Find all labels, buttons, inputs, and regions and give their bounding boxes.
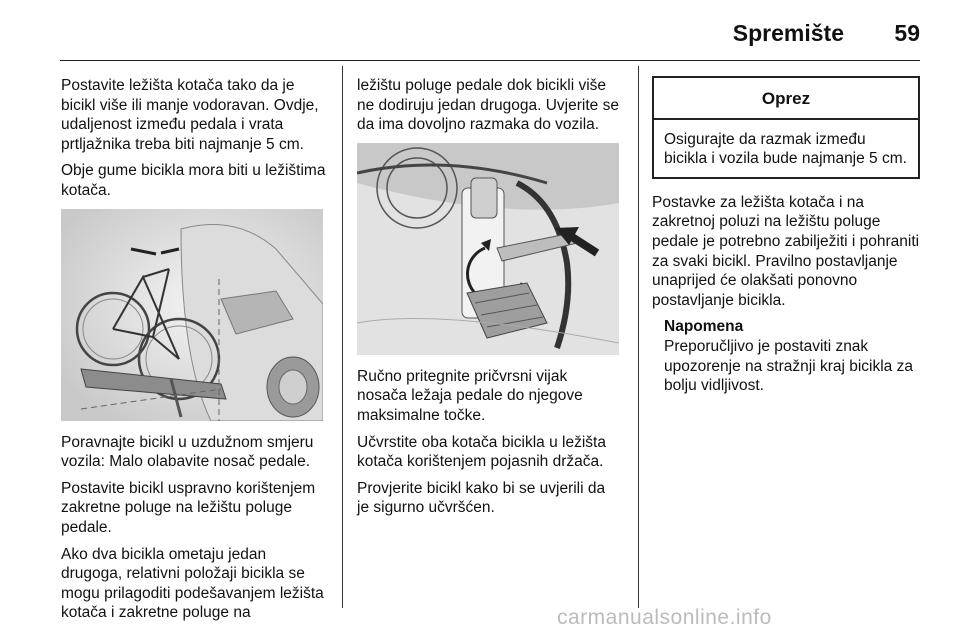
column-middle xyxy=(357,76,619,525)
column-divider xyxy=(342,66,343,608)
paragraph: Provjerite bicikl kako bi se uvjerili da je sigurno učvršćen. xyxy=(357,479,606,517)
note-block xyxy=(652,317,924,395)
pedal-holder-illustration xyxy=(357,143,619,355)
warning-title: Oprez xyxy=(654,78,918,120)
paragraph: Poravnajte bicikl u uzdužnom smjeru vozila: Malo olabavite nosač pedale. xyxy=(61,433,314,471)
note-title: Napomena xyxy=(664,318,744,336)
page-title: Spremište xyxy=(732,20,844,46)
page-header xyxy=(0,0,960,62)
bike-carrier-rear-illustration xyxy=(61,209,329,421)
note-text: Preporučljivo je postaviti znak upozorenje na stražnji kraj bicikla za bolju vidljivost. xyxy=(664,337,913,395)
header-rule xyxy=(60,60,920,61)
watermark: carmanualsonline.info xyxy=(557,606,772,629)
paragraph: Učvrstite oba kotača bicikla u ležišta kotača korištenjem pojasnih držača. xyxy=(357,433,606,471)
paragraph: Postavite bicikl uspravno korištenjem zakretne poluge na ležištu poluge pedale. xyxy=(61,479,316,536)
paragraph: Ako dva bicikla ometaju jedan drugoga, relativni položaji bicikla se mogu prilagoditi podešavanjem ležišta kotača i zakretne poluge na xyxy=(61,545,324,622)
warning-box xyxy=(652,76,920,179)
column-divider xyxy=(638,66,639,608)
column-left xyxy=(61,76,329,630)
paragraph: Postavke za ležišta kotača i na zakretnoj poluzi na ležištu poluge pedale je potrebno zabilježiti i pohraniti za svaki bicikl. Pravilno postavljanje unaprijed će olakšati ponovno postavljanje bicikla. xyxy=(652,193,920,309)
paragraph: Obje gume bicikla mora biti u ležištima kotača. xyxy=(61,162,326,199)
paragraph: ležištu poluge pedale dok bicikli više ne dodiruju jedan drugoga. Uvjerite se da ima dovoljno razmaka do vozila. xyxy=(357,77,619,134)
page-number: 59 xyxy=(894,20,920,46)
warning-text: Osigurajte da razmak između bicikla i vozila bude najmanje 5 cm. xyxy=(664,130,907,168)
paragraph: Postavite ležišta kotača tako da je bicikl više ili manje vodoravan. Ovdje, udaljenost između pedala i vrata prtljažnika treba biti najmanje 5 cm. xyxy=(61,77,319,153)
paragraph: Ručno pritegnite pričvrsni vijak nosača ležaja pedale do njegove maksimalne točke. xyxy=(357,367,583,424)
column-right xyxy=(652,76,924,396)
